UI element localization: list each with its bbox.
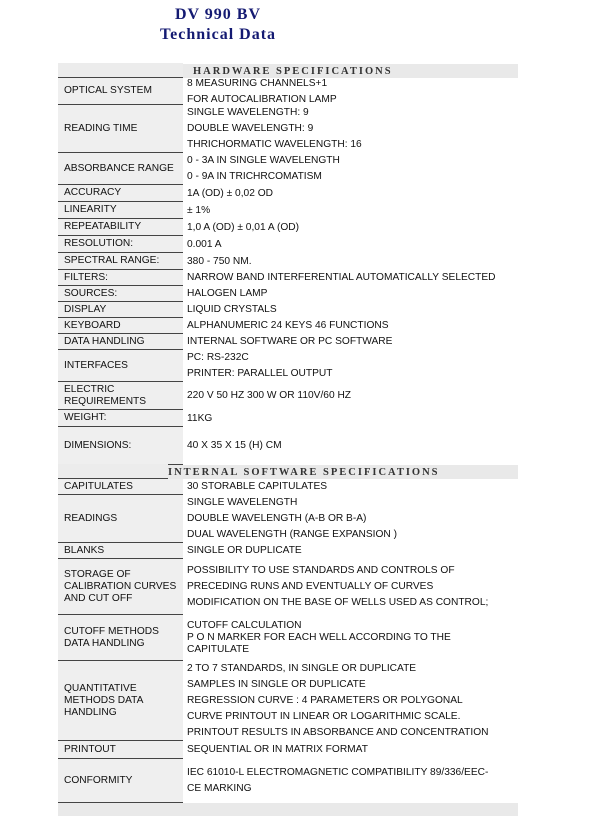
spec-value-line: NARROW BAND INTERFERENTIAL AUTOMATICALLY SELECTED — [187, 272, 496, 283]
spec-value-line: REGRESSION CURVE : 4 PARAMETERS OR POLYGONAL — [187, 695, 463, 706]
spec-label: DIMENSIONS: — [58, 427, 183, 465]
software-section-title: INTERNAL SOFTWARE SPECIFICATIONS — [168, 467, 440, 478]
spec-value — [183, 479, 518, 495]
spec-row — [58, 286, 518, 302]
spec-row — [58, 318, 518, 334]
spec-label: REPEATABILITY — [58, 219, 183, 236]
spec-label: CONFORMITY — [58, 759, 183, 803]
spec-value — [183, 253, 518, 270]
spec-row — [58, 559, 518, 615]
spec-value-line: 0 - 9A IN TRICHRCOMATISM — [187, 171, 322, 182]
spec-row — [58, 78, 518, 105]
software-spec-list — [58, 479, 518, 803]
spec-value — [183, 105, 518, 153]
spec-value — [183, 78, 518, 105]
spec-value — [183, 334, 518, 350]
document-subtitle: Technical Data — [159, 26, 277, 43]
spec-value-line: SINGLE WAVELENGTH: 9 — [187, 107, 309, 118]
spec-value-line: SINGLE OR DUPLICATE — [187, 545, 302, 556]
spec-value-line: 8 MEASURING CHANNELS+1 — [187, 77, 328, 89]
spec-row — [58, 410, 518, 427]
spec-row — [58, 334, 518, 350]
spec-value-line: MODIFICATION ON THE BASE OF WELLS USED AS CONTROL; — [187, 597, 489, 608]
spec-value-line: SINGLE WAVELENGTH — [187, 497, 298, 508]
spec-value — [183, 410, 518, 427]
spec-value-line: 2 TO 7 STANDARDS, IN SINGLE OR DUPLICATE — [187, 663, 417, 674]
spec-sheet — [58, 64, 518, 816]
spec-label: PRINTOUT — [58, 741, 183, 759]
spec-label: INTERFACES — [58, 350, 183, 382]
spec-label: READINGS — [58, 495, 183, 543]
spec-label: QUANTITATIVE METHODS DATA HANDLING — [58, 661, 183, 741]
spec-row — [58, 759, 518, 803]
spec-label: WEIGHT: — [58, 410, 183, 427]
hardware-section-title: HARDWARE SPECIFICATIONS — [193, 66, 393, 77]
spec-value — [183, 741, 518, 759]
spec-row — [58, 202, 518, 219]
spec-value-line: CURVE PRINTOUT IN LINEAR OR LOGARITHMIC SCALE. — [187, 711, 461, 722]
spec-value — [183, 661, 518, 741]
spec-label: ACCURACY — [58, 185, 183, 202]
spec-value — [183, 153, 518, 185]
spec-row — [58, 302, 518, 318]
spec-value-line: 40 X 35 X 15 (H) CM — [187, 440, 282, 451]
spec-value-line: CAPITULATE — [187, 644, 250, 655]
spec-value-line: CUTOFF CALCULATION — [187, 620, 302, 631]
spec-value — [183, 495, 518, 543]
spec-value-line: 0.001 A — [187, 238, 222, 250]
document-title: DV 990 BV — [174, 6, 262, 23]
hardware-spec-list — [58, 78, 518, 465]
spec-value — [183, 759, 518, 803]
spec-value-line: PRECEDING RUNS AND EVENTUALLY OF CURVES — [187, 581, 434, 592]
spec-value — [183, 219, 518, 236]
spec-value — [183, 270, 518, 286]
spec-row — [58, 741, 518, 759]
spec-row — [58, 270, 518, 286]
spec-label: DISPLAY — [58, 302, 183, 318]
spec-row — [58, 615, 518, 661]
spec-value-line: THRICHORMATIC WAVELENGTH: 16 — [187, 139, 362, 150]
spec-label: SOURCES: — [58, 286, 183, 302]
spec-value — [183, 382, 518, 410]
spec-row — [58, 479, 518, 495]
spec-row — [58, 153, 518, 185]
spec-label: STORAGE OF CALIBRATION CURVES AND CUT OFF — [58, 559, 183, 615]
spec-value-line: 380 - 750 NM. — [187, 255, 252, 267]
spec-row — [58, 236, 518, 253]
spec-value — [183, 185, 518, 202]
spec-label: READING TIME — [58, 105, 183, 153]
spec-label: SPECTRAL RANGE: — [58, 253, 183, 270]
spec-value-line: 1,0 A (OD) ± 0,01 A (OD) — [187, 221, 300, 233]
spec-value-line: SEQUENTIAL OR IN MATRIX FORMAT — [187, 744, 368, 755]
spec-value-line: INTERNAL SOFTWARE OR PC SOFTWARE — [187, 336, 393, 347]
spec-value — [183, 427, 518, 465]
spec-value — [183, 615, 518, 661]
spec-label: ABSORBANCE RANGE — [58, 153, 183, 185]
spec-label: BLANKS — [58, 543, 183, 559]
spec-row — [58, 427, 518, 465]
spec-value-line: IEC 61010-L ELECTROMAGNETIC COMPATIBILITY 89/336/EEC- — [187, 767, 489, 778]
spec-label: CUTOFF METHODS DATA HANDLING — [58, 615, 183, 661]
spec-value — [183, 543, 518, 559]
spec-value-line: 1A (OD) ± 0,02 OD — [187, 187, 273, 199]
spec-value-line: PC: RS-232C — [187, 352, 249, 363]
spec-value-line: P O N MARKER FOR EACH WELL ACCORDING TO THE — [187, 632, 451, 643]
spec-label: FILTERS: — [58, 270, 183, 286]
spec-row — [58, 495, 518, 543]
spec-label: DATA HANDLING — [58, 334, 183, 350]
spec-row — [58, 185, 518, 202]
spec-value-line: PRINTOUT RESULTS IN ABSORBANCE AND CONCENTRATION — [187, 727, 489, 738]
spec-value-line: FOR AUTOCALIBRATION LAMP — [187, 93, 337, 105]
spec-value — [183, 286, 518, 302]
spec-value — [183, 236, 518, 253]
spec-value-line: HALOGEN LAMP — [187, 288, 268, 299]
spec-value — [183, 302, 518, 318]
spec-label: ELECTRIC REQUIREMENTS — [58, 382, 183, 410]
spec-value-line: PRINTER: PARALLEL OUTPUT — [187, 368, 333, 379]
spec-label: CAPITULATES — [58, 479, 183, 495]
spec-value-line: 30 STORABLE CAPITULATES — [187, 481, 328, 492]
spec-label: KEYBOARD — [58, 318, 183, 334]
spec-value-line: SAMPLES IN SINGLE OR DUPLICATE — [187, 679, 366, 690]
spec-value-line: 0 - 3A IN SINGLE WAVELENGTH — [187, 155, 340, 166]
spec-row — [58, 543, 518, 559]
spec-row — [58, 661, 518, 741]
spec-value — [183, 318, 518, 334]
spec-value-line: LIQUID CRYSTALS — [187, 304, 277, 315]
spec-label: LINEARITY — [58, 202, 183, 219]
spec-value-line: DOUBLE WAVELENGTH (A-B OR B-A) — [187, 513, 367, 524]
spec-label: RESOLUTION: — [58, 236, 183, 253]
spec-value-line: 11KG — [187, 412, 213, 424]
software-section-header — [58, 465, 518, 479]
spec-value-line: ± 1% — [187, 204, 211, 216]
spec-value-line: 220 V 50 HZ 300 W OR 110V/60 HZ — [187, 390, 352, 401]
spec-value-line: ALPHANUMERIC 24 KEYS 46 FUNCTIONS — [187, 320, 389, 331]
spec-value — [183, 559, 518, 615]
spec-value — [183, 350, 518, 382]
spec-value-line: CE MARKING — [187, 783, 252, 794]
spec-row — [58, 382, 518, 410]
spec-value-line: DUAL WAVELENGTH (RANGE EXPANSION ) — [187, 529, 398, 540]
spec-value-line: DOUBLE WAVELENGTH: 9 — [187, 123, 314, 134]
spec-row — [58, 105, 518, 153]
spec-row — [58, 350, 518, 382]
spec-row — [58, 219, 518, 236]
spec-value — [183, 202, 518, 219]
document-title-block — [148, 5, 288, 45]
spec-label: OPTICAL SYSTEM — [58, 78, 183, 105]
spec-row — [58, 253, 518, 270]
spec-value-line: POSSIBILITY TO USE STANDARDS AND CONTROLS OF — [187, 565, 455, 576]
